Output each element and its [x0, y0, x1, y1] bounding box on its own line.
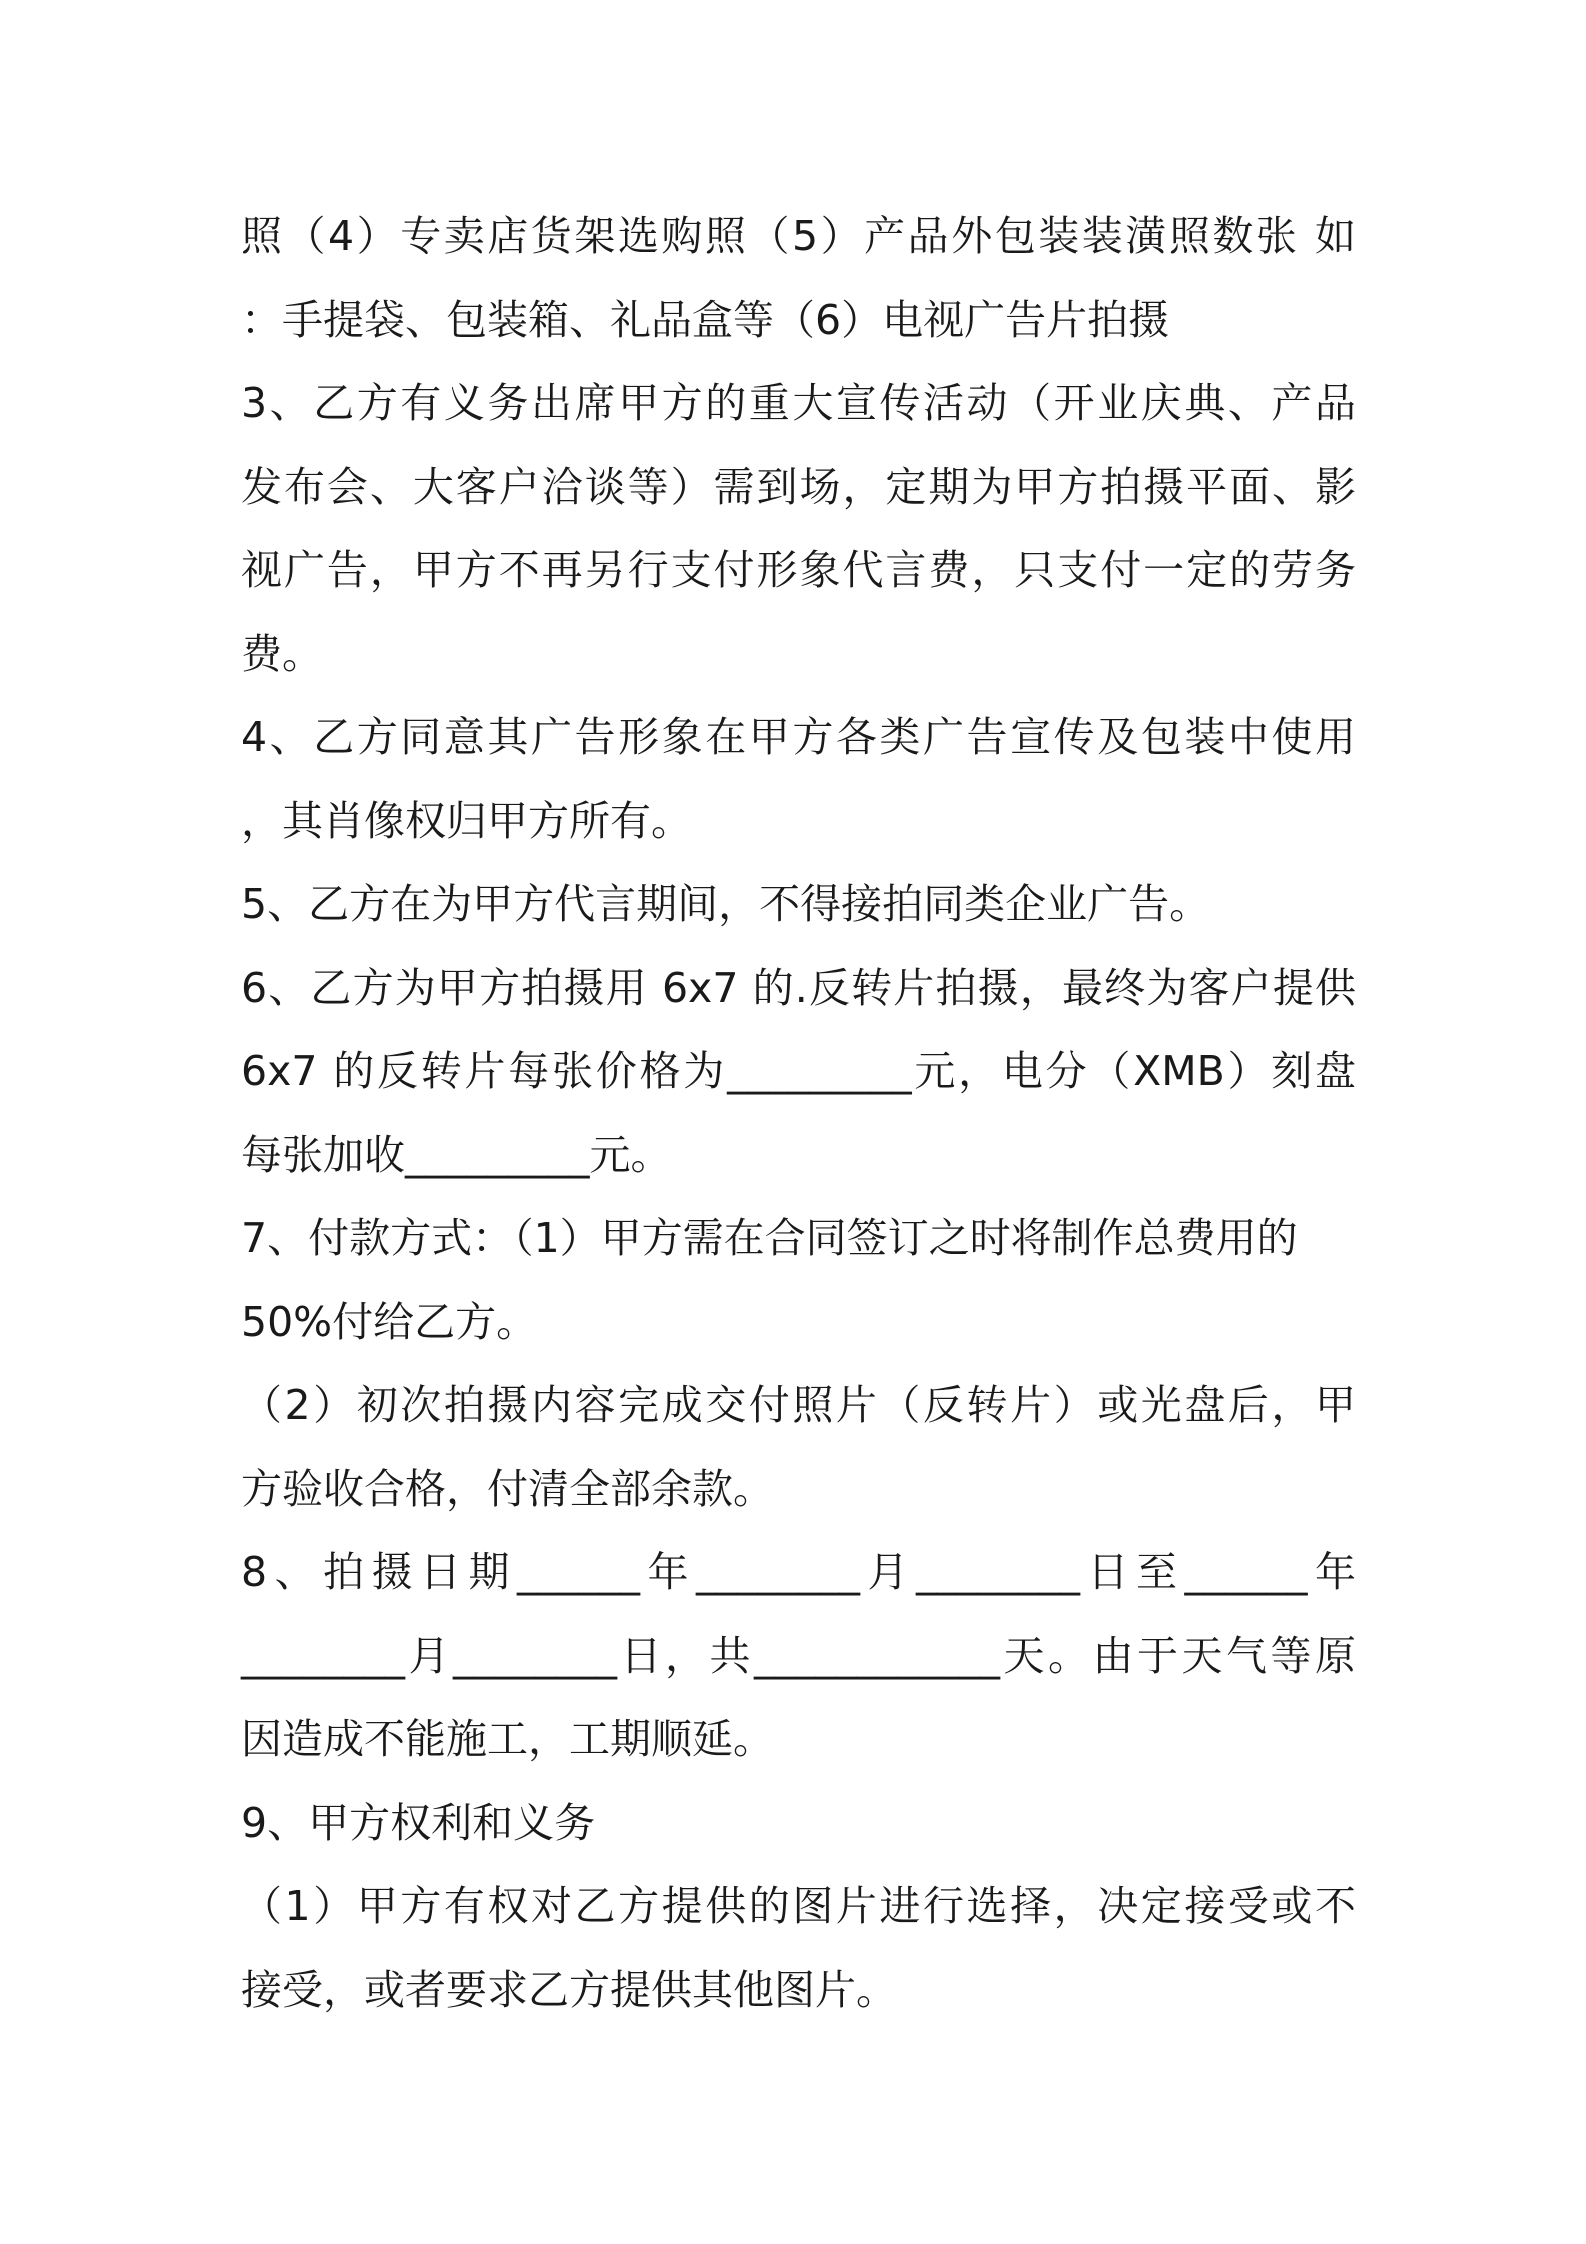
clause-5-line: 5、乙方在为甲方代言期间，不得接拍同类企业广告。 [241, 880, 1211, 928]
clause-9-heading: 9、甲方权利和义务 [241, 1798, 596, 1847]
clause-6-line: 6x7 的反转片每张价格为_________元，电分（XMB）刻盘 [241, 1047, 1356, 1095]
clause-9-line: 接受，或者要求乙方提供其他图片。 [241, 1965, 897, 2014]
clause-6-line: 6、乙方为甲方拍摄用 6x7 的.反转片拍摄，最终为客户提供 [241, 963, 1356, 1012]
clause-7-line: （2）初次拍摄内容完成交付照片（反转片）或光盘后，甲 [241, 1381, 1356, 1429]
contract-line: 照（4）专卖店货架选购照（5）产品外包装装潢照数张 如 [241, 212, 1356, 260]
clause-9-line: （1）甲方有权对乙方提供的图片进行选择，决定接受或不 [241, 1882, 1356, 1930]
clause-3-line: 发布会、大客户洽谈等）需到场，定期为甲方拍摄平面、影 [241, 462, 1356, 511]
clause-8-line: 8、拍摄日期______年________月________日至______年 [241, 1548, 1356, 1596]
clause-3-line: 3、乙方有义务出席甲方的重大宣传活动（开业庆典、产品 [241, 379, 1356, 427]
contract-line: ：手提袋、包装箱、礼品盒等（6）电视广告片拍摄 [241, 295, 1170, 344]
clause-8-line: 因造成不能施工，工期顺延。 [241, 1715, 774, 1763]
clause-7-line: 方验收合格，付清全部余款。 [241, 1464, 774, 1513]
clause-4-line: 4、乙方同意其广告形象在甲方各类广告宣传及包装中使用 [241, 713, 1356, 761]
clause-4-line: ，其肖像权归甲方所有。 [241, 796, 692, 845]
clause-3-line: 费。 [241, 629, 323, 678]
clause-6-line: 每张加收_________元。 [241, 1130, 672, 1179]
clause-8-line: ________月________日，共____________天。由于天气等原 [241, 1631, 1356, 1680]
clause-7-line: 50%付给乙方。 [241, 1297, 538, 1346]
clause-7-line: 7、付款方式：（1）甲方需在合同签订之时将制作总费用的 [241, 1214, 1298, 1262]
clause-3-line: 视广告，甲方不再另行支付形象代言费，只支付一定的劳务 [241, 546, 1356, 594]
contract-body [241, 195, 1356, 2032]
